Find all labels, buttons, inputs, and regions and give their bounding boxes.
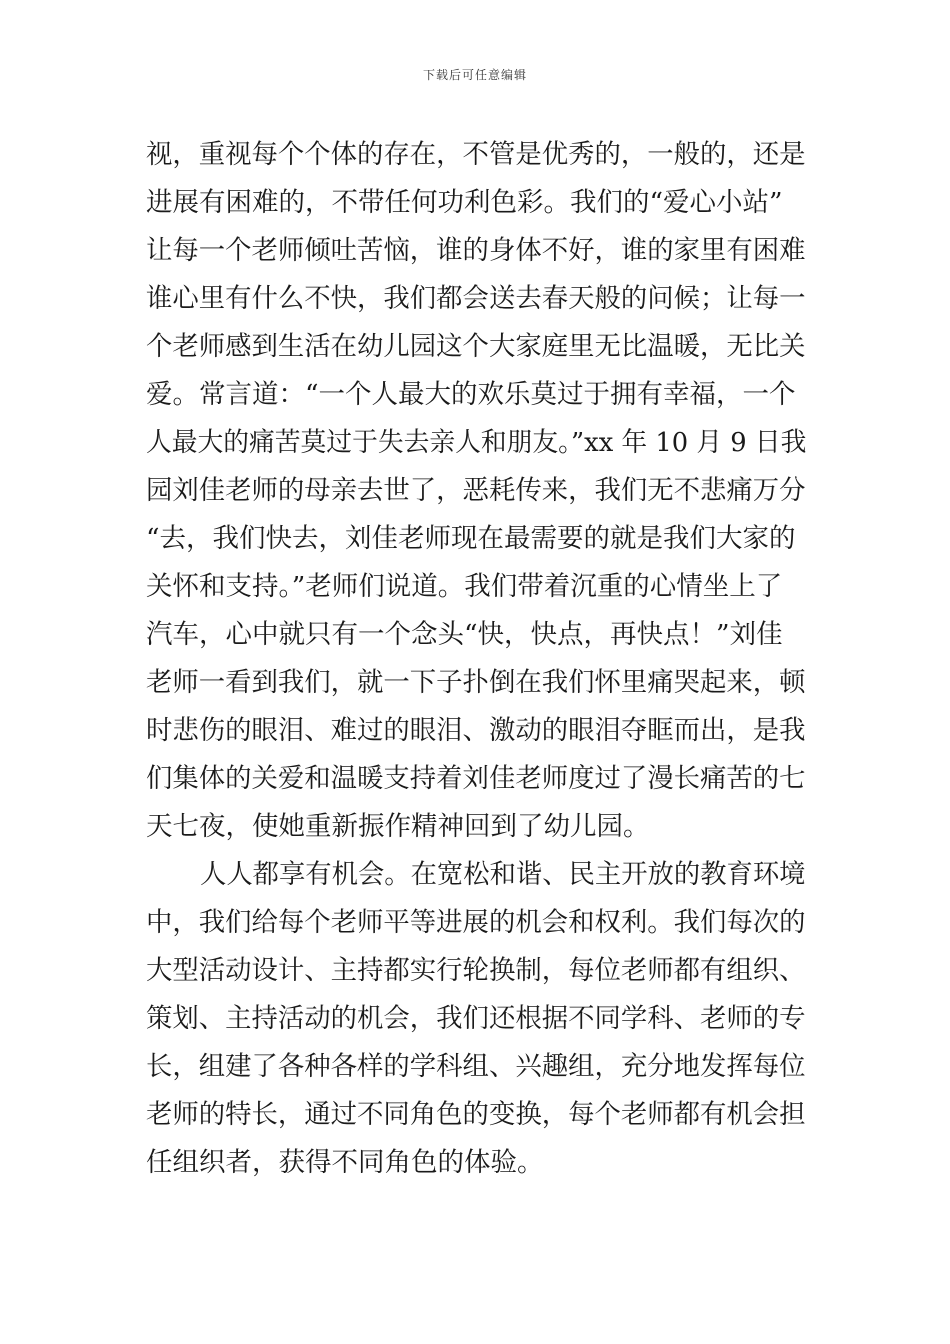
text-line: 视，重视每个个体的存在，不管是优秀的，一般的，还是	[146, 139, 806, 170]
text-line: 人人都享有机会。在宽松和谐、民主开放的教育环境	[200, 859, 806, 890]
text-line: 策划、主持活动的机会，我们还根据不同学科、老师的专	[146, 1003, 806, 1034]
page-header: 下载后可任意编辑	[422, 68, 527, 82]
text-line: 老师的特长，通过不同角色的变换，每个老师都有机会担	[146, 1099, 806, 1130]
text-line: 爱。常言道：“一个人最大的欢乐莫过于拥有幸福，一个	[146, 379, 796, 410]
text-line: 中，我们给每个老师平等进展的机会和权利。我们每次的	[146, 907, 806, 938]
text-line: “去，我们快去，刘佳老师现在最需要的就是我们大家的	[146, 523, 796, 554]
text-line: 园刘佳老师的母亲去世了，恶耗传来，我们无不悲痛万分	[146, 475, 806, 506]
text-line: 大型活动设计、主持都实行轮换制，每位老师都有组织、	[146, 955, 806, 986]
body-text	[146, 131, 806, 1187]
text-line: 个老师感到生活在幼儿园这个大家庭里无比温暖，无比关	[146, 331, 806, 362]
text-line: 时悲伤的眼泪、难过的眼泪、激动的眼泪夺眶而出，是我	[146, 715, 806, 746]
text-line: 们集体的关爱和温暖支持着刘佳老师度过了漫长痛苦的七	[146, 763, 806, 794]
text-line: 任组织者，获得不同角色的体验。	[146, 1147, 544, 1178]
text-line: 人最大的痛苦莫过于失去亲人和朋友。”xx 年 10 月 9 日我	[146, 427, 806, 458]
text-line: 关怀和支持。”老师们说道。我们带着沉重的心情坐上了	[146, 571, 783, 602]
text-line: 让每一个老师倾吐苦恼，谁的身体不好，谁的家里有困难	[146, 235, 806, 266]
text-line: 进展有困难的，不带任何功利色彩。我们的“爱心小站”	[146, 187, 783, 218]
text-line: 天七夜，使她重新振作精神回到了幼儿园。	[146, 811, 650, 842]
text-line: 谁心里有什么不快，我们都会送去春天般的问候；让每一	[146, 283, 806, 314]
text-line: 汽车，心中就只有一个念头“快，快点，再快点！”刘佳	[146, 619, 783, 650]
text-line: 老师一看到我们，就一下子扑倒在我们怀里痛哭起来，顿	[146, 667, 806, 698]
text-line: 长，组建了各种各样的学科组、兴趣组，充分地发挥每位	[146, 1051, 806, 1082]
